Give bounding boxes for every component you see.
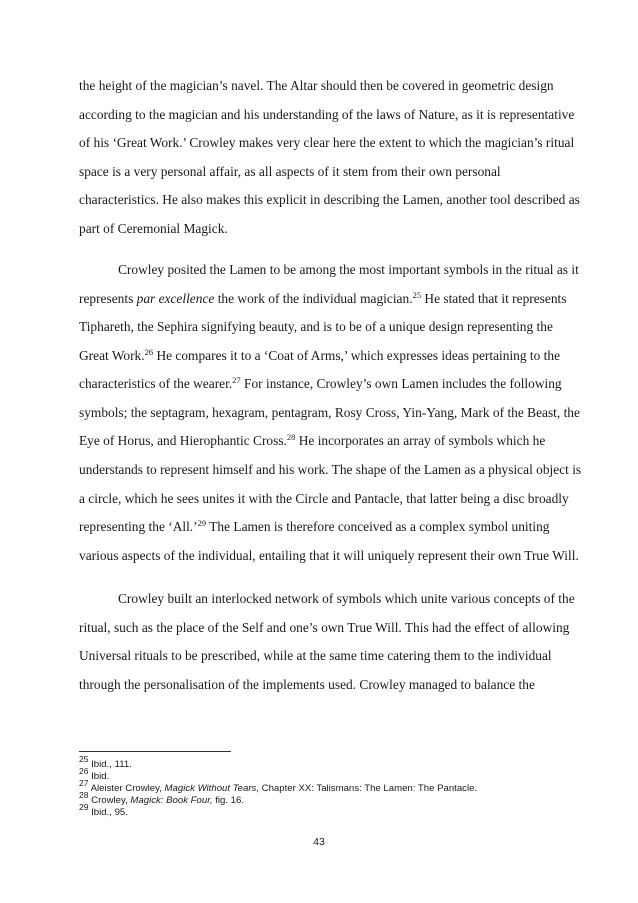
footnote-title: Magick Without Tears, [164,783,259,794]
body-line: Crowley posited the Lamen to be among the most important symbols in the ritual as it [118,262,579,277]
body-line: Tiphareth, the Sephira signifying beauty, and is to be of a unique design representing the [79,319,553,334]
footnote-number: 25 [79,754,89,764]
footnote [79,802,128,819]
body-line: through the personalisation of the implements used. Crowley managed to balance the [79,677,535,692]
footnote-number: 28 [79,790,89,800]
text-run: Eye of Horus, and Hierophantic Cross. [79,433,287,448]
footnote-ref[interactable]: 27 [232,375,241,385]
footnote-text: fig. 16. [212,795,244,806]
body-line [79,519,549,535]
footnote-number: 26 [79,766,89,776]
footnote-number: 29 [79,802,89,812]
text-run: He stated that it represents [421,291,567,306]
footnote-number: 27 [79,778,89,788]
footnote-ref[interactable]: 28 [286,432,296,442]
body-line: Universal rituals to be prescribed, while at the same time catering them to the individual [79,648,552,663]
text-run: The Lamen is therefore conceived as a complex symbol uniting [206,519,550,534]
body-line: space is a very personal affair, as all aspects of it stem from their own personal [79,164,501,179]
body-line: symbols; the septagram, hexagram, pentagram, Rosy Cross, Yin-Yang, Mark of the Beast, the [79,405,580,420]
text-run: For instance, Crowley’s own Lamen includes the following [240,376,562,391]
text-run: the work of the individual magician. [214,291,413,306]
body-line [79,291,566,307]
footnote-text: Crowley, [88,795,131,806]
footnote-text: Ibid., 95. [88,807,128,818]
body-line: part of Ceremonial Magick. [79,221,228,236]
body-line: Crowley built an interlocked network of symbols which unite various concepts of the [118,591,575,606]
footnote-text: Aleister Crowley, [88,783,165,794]
footnote-ref[interactable]: 29 [197,518,207,528]
footnote-ref[interactable]: 26 [144,347,154,357]
footnote-text: Ibid. [88,771,110,782]
text-run: represents [79,291,137,306]
text-run: representing the ‘All.’ [79,519,198,534]
text-run: He incorporates an array of symbols which he [295,433,546,448]
footnote [79,790,244,807]
footnote-separator [79,751,231,752]
body-line: a circle, which he sees unites it with the Circle and Pantacle, that latter being a disc broadly [79,491,569,506]
text-run: He compares it to a ‘Coat of Arms,’ which expresses ideas pertaining to the [153,348,561,363]
footnote-ref[interactable]: 25 [412,290,422,300]
text-run: characteristics of the wearer. [79,376,233,391]
footnote-text: Ibid., 111. [88,759,132,770]
body-line: of his ‘Great Work.’ Crowley makes very clear here the extent to which the magician’s ritual [79,135,575,150]
italic-term: par excellence [136,291,215,306]
body-line [79,376,562,392]
footnote-text: Chapter XX: Talismans: The Lamen: The Pantacle. [259,783,478,794]
footnote [79,778,478,795]
body-line [79,348,560,364]
text-run: Great Work. [79,348,145,363]
body-line: understands to represent himself and his work. The shape of the Lamen as a physical object is [79,462,582,477]
body-line: according to the magician and his understanding of the laws of Nature, as it is representative [79,107,575,122]
body-line: the height of the magician’s navel. The Altar should then be covered in geometric design [79,78,554,93]
page-number: 43 [313,836,325,848]
body-line: ritual, such as the place of the Self and one’s own True Will. This had the effect of allowing [79,620,570,635]
body-line: various aspects of the individual, entailing that it will uniquely represent their own True Will. [79,548,579,563]
body-line [79,433,545,449]
footnote-title: Magick: Book Four, [130,795,213,806]
body-line: characteristics. He also makes this explicit in describing the Lamen, another tool described as [79,192,580,207]
